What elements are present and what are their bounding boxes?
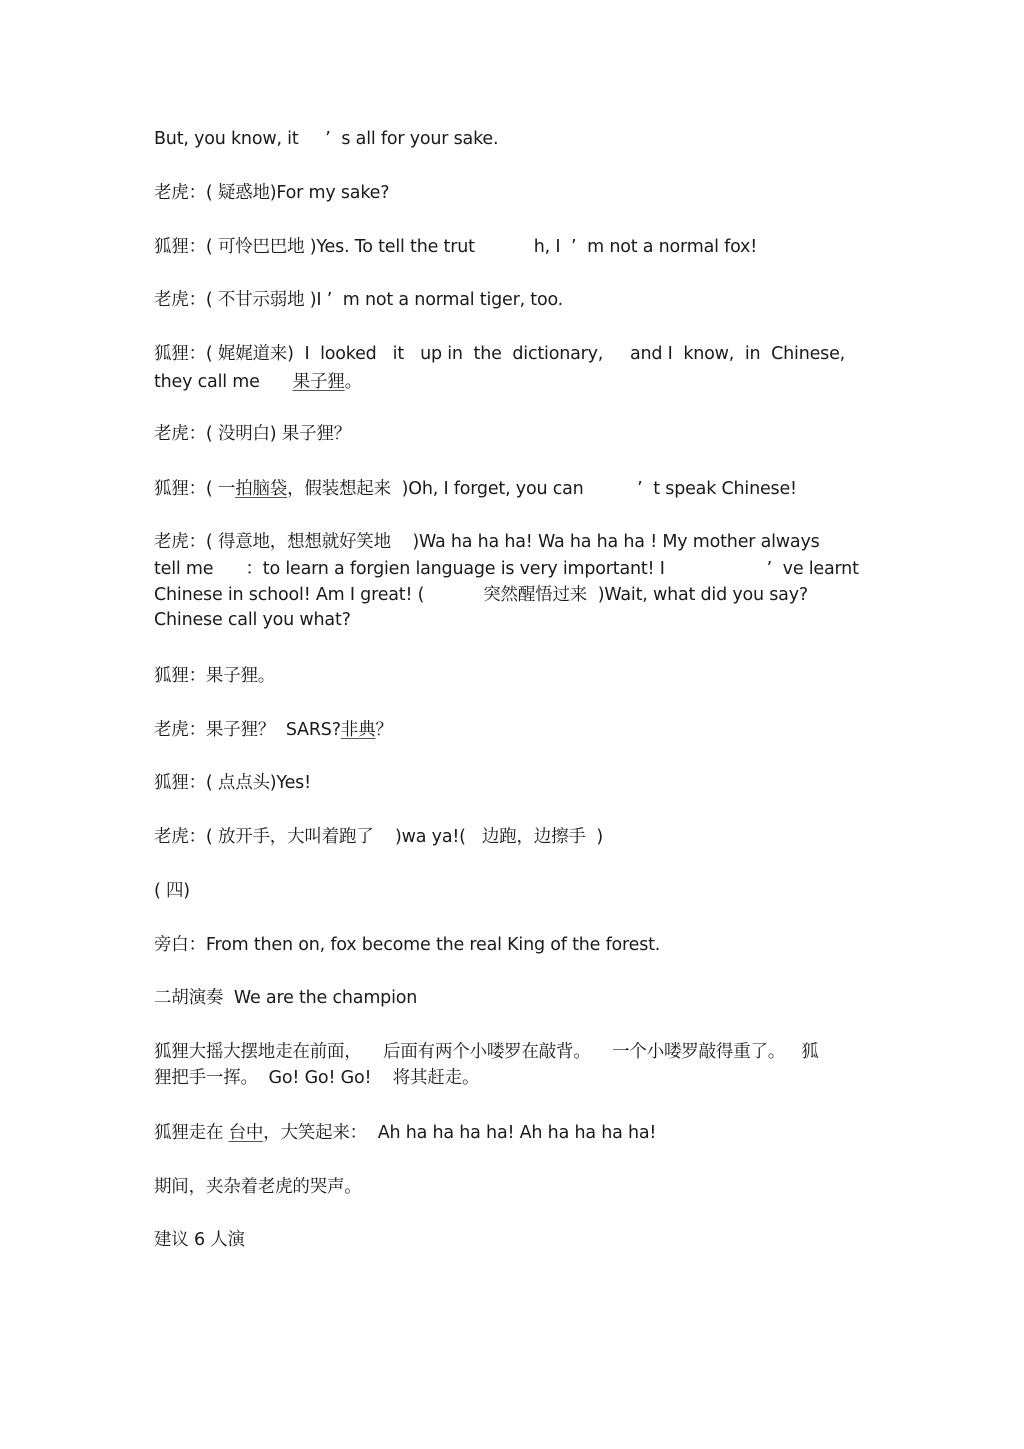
line-text: 狐狸大摇大摆地走在前面， 后面有两个小喽罗在敲背。 一个小喽罗敲得重了。 狐	[154, 1042, 819, 1062]
line-text: 老虎：( 放开手，大叫着跑了 )wa ya!( 边跑，边擦手 )	[154, 827, 604, 847]
text-line	[154, 879, 870, 905]
text-line	[154, 477, 870, 503]
line-text: ，假装想起来 )Oh, I forget, you can ’ t speak Chinese!	[287, 479, 797, 499]
line-text: 建议 6 人演	[154, 1230, 245, 1250]
text-line	[154, 530, 870, 556]
line-text: 狐狸走在	[154, 1123, 229, 1143]
underlined-term: 台中	[228, 1123, 264, 1143]
line-text: But, you know, it ’ s all for your sake.	[154, 129, 499, 149]
underlined-term: 拍脑袋	[235, 479, 288, 499]
line-text: 老虎：果子狸？ SARS?	[154, 720, 341, 740]
line-text: ( 四)	[154, 881, 190, 901]
text-line	[154, 986, 870, 1012]
text-line	[154, 288, 870, 314]
text-line	[154, 583, 870, 609]
text-line	[154, 771, 870, 797]
text-line	[154, 1175, 870, 1201]
line-text: Chinese in school! Am I great! ( 突然醒悟过来 )Wait, what did you say?	[154, 585, 808, 605]
line-text: Chinese call you what?	[154, 610, 351, 630]
line-text: 旁白：From then on, fox become the real King of the forest.	[154, 935, 661, 955]
line-text: 狸把手一挥。 Go! Go! Go! 将其赶走。	[154, 1068, 480, 1088]
text-line	[154, 1066, 870, 1092]
line-text: 。	[344, 372, 362, 392]
line-text: 狐狸：( 一	[154, 479, 236, 499]
text-line	[154, 422, 870, 448]
line-text: tell me ：to learn a forgien language is very important! I ’ ve learnt	[154, 559, 859, 579]
underlined-term: 非典	[340, 720, 376, 740]
text-line	[154, 933, 870, 959]
line-text: 狐狸：果子狸。	[154, 666, 276, 686]
line-text: ？	[375, 720, 393, 740]
line-text: 期间，夹杂着老虎的哭声。	[154, 1177, 362, 1197]
line-text: 狐狸：( 点点头)Yes!	[154, 773, 311, 793]
text-line	[154, 370, 870, 396]
text-line	[154, 181, 870, 207]
text-line	[154, 664, 870, 690]
line-text: 老虎：( 疑惑地)For my sake?	[154, 183, 390, 203]
text-line	[154, 608, 870, 634]
text-line	[154, 127, 870, 153]
line-text: 狐狸：( 可怜巴巴地 )Yes. To tell the trut h, I ’ m not a normal fox!	[154, 237, 758, 257]
line-text: 二胡演奏 We are the champion	[154, 988, 418, 1008]
text-line	[154, 718, 870, 744]
text-line	[154, 1040, 870, 1066]
line-text: 狐狸：( 娓娓道来) I looked it up in the dictionary, and I know, in Chinese,	[154, 344, 846, 364]
underlined-term: 果子狸	[292, 372, 345, 392]
text-line	[154, 342, 870, 368]
line-text: 老虎：( 没明白) 果子狸？	[154, 424, 351, 444]
line-text: 老虎：( 得意地，想想就好笑地 )Wa ha ha ha! Wa ha ha ha ! My mother always	[154, 532, 820, 552]
text-line	[154, 1121, 870, 1147]
text-line	[154, 235, 870, 261]
text-line	[154, 1228, 870, 1254]
text-line	[154, 557, 870, 583]
text-line	[154, 825, 870, 851]
line-text: ，大笑起来： Ah ha ha ha ha! Ah ha ha ha ha!	[263, 1123, 657, 1143]
line-text: 老虎：( 不甘示弱地 )I ’ m not a normal tiger, too.	[154, 290, 564, 310]
line-text: they call me	[154, 372, 260, 392]
